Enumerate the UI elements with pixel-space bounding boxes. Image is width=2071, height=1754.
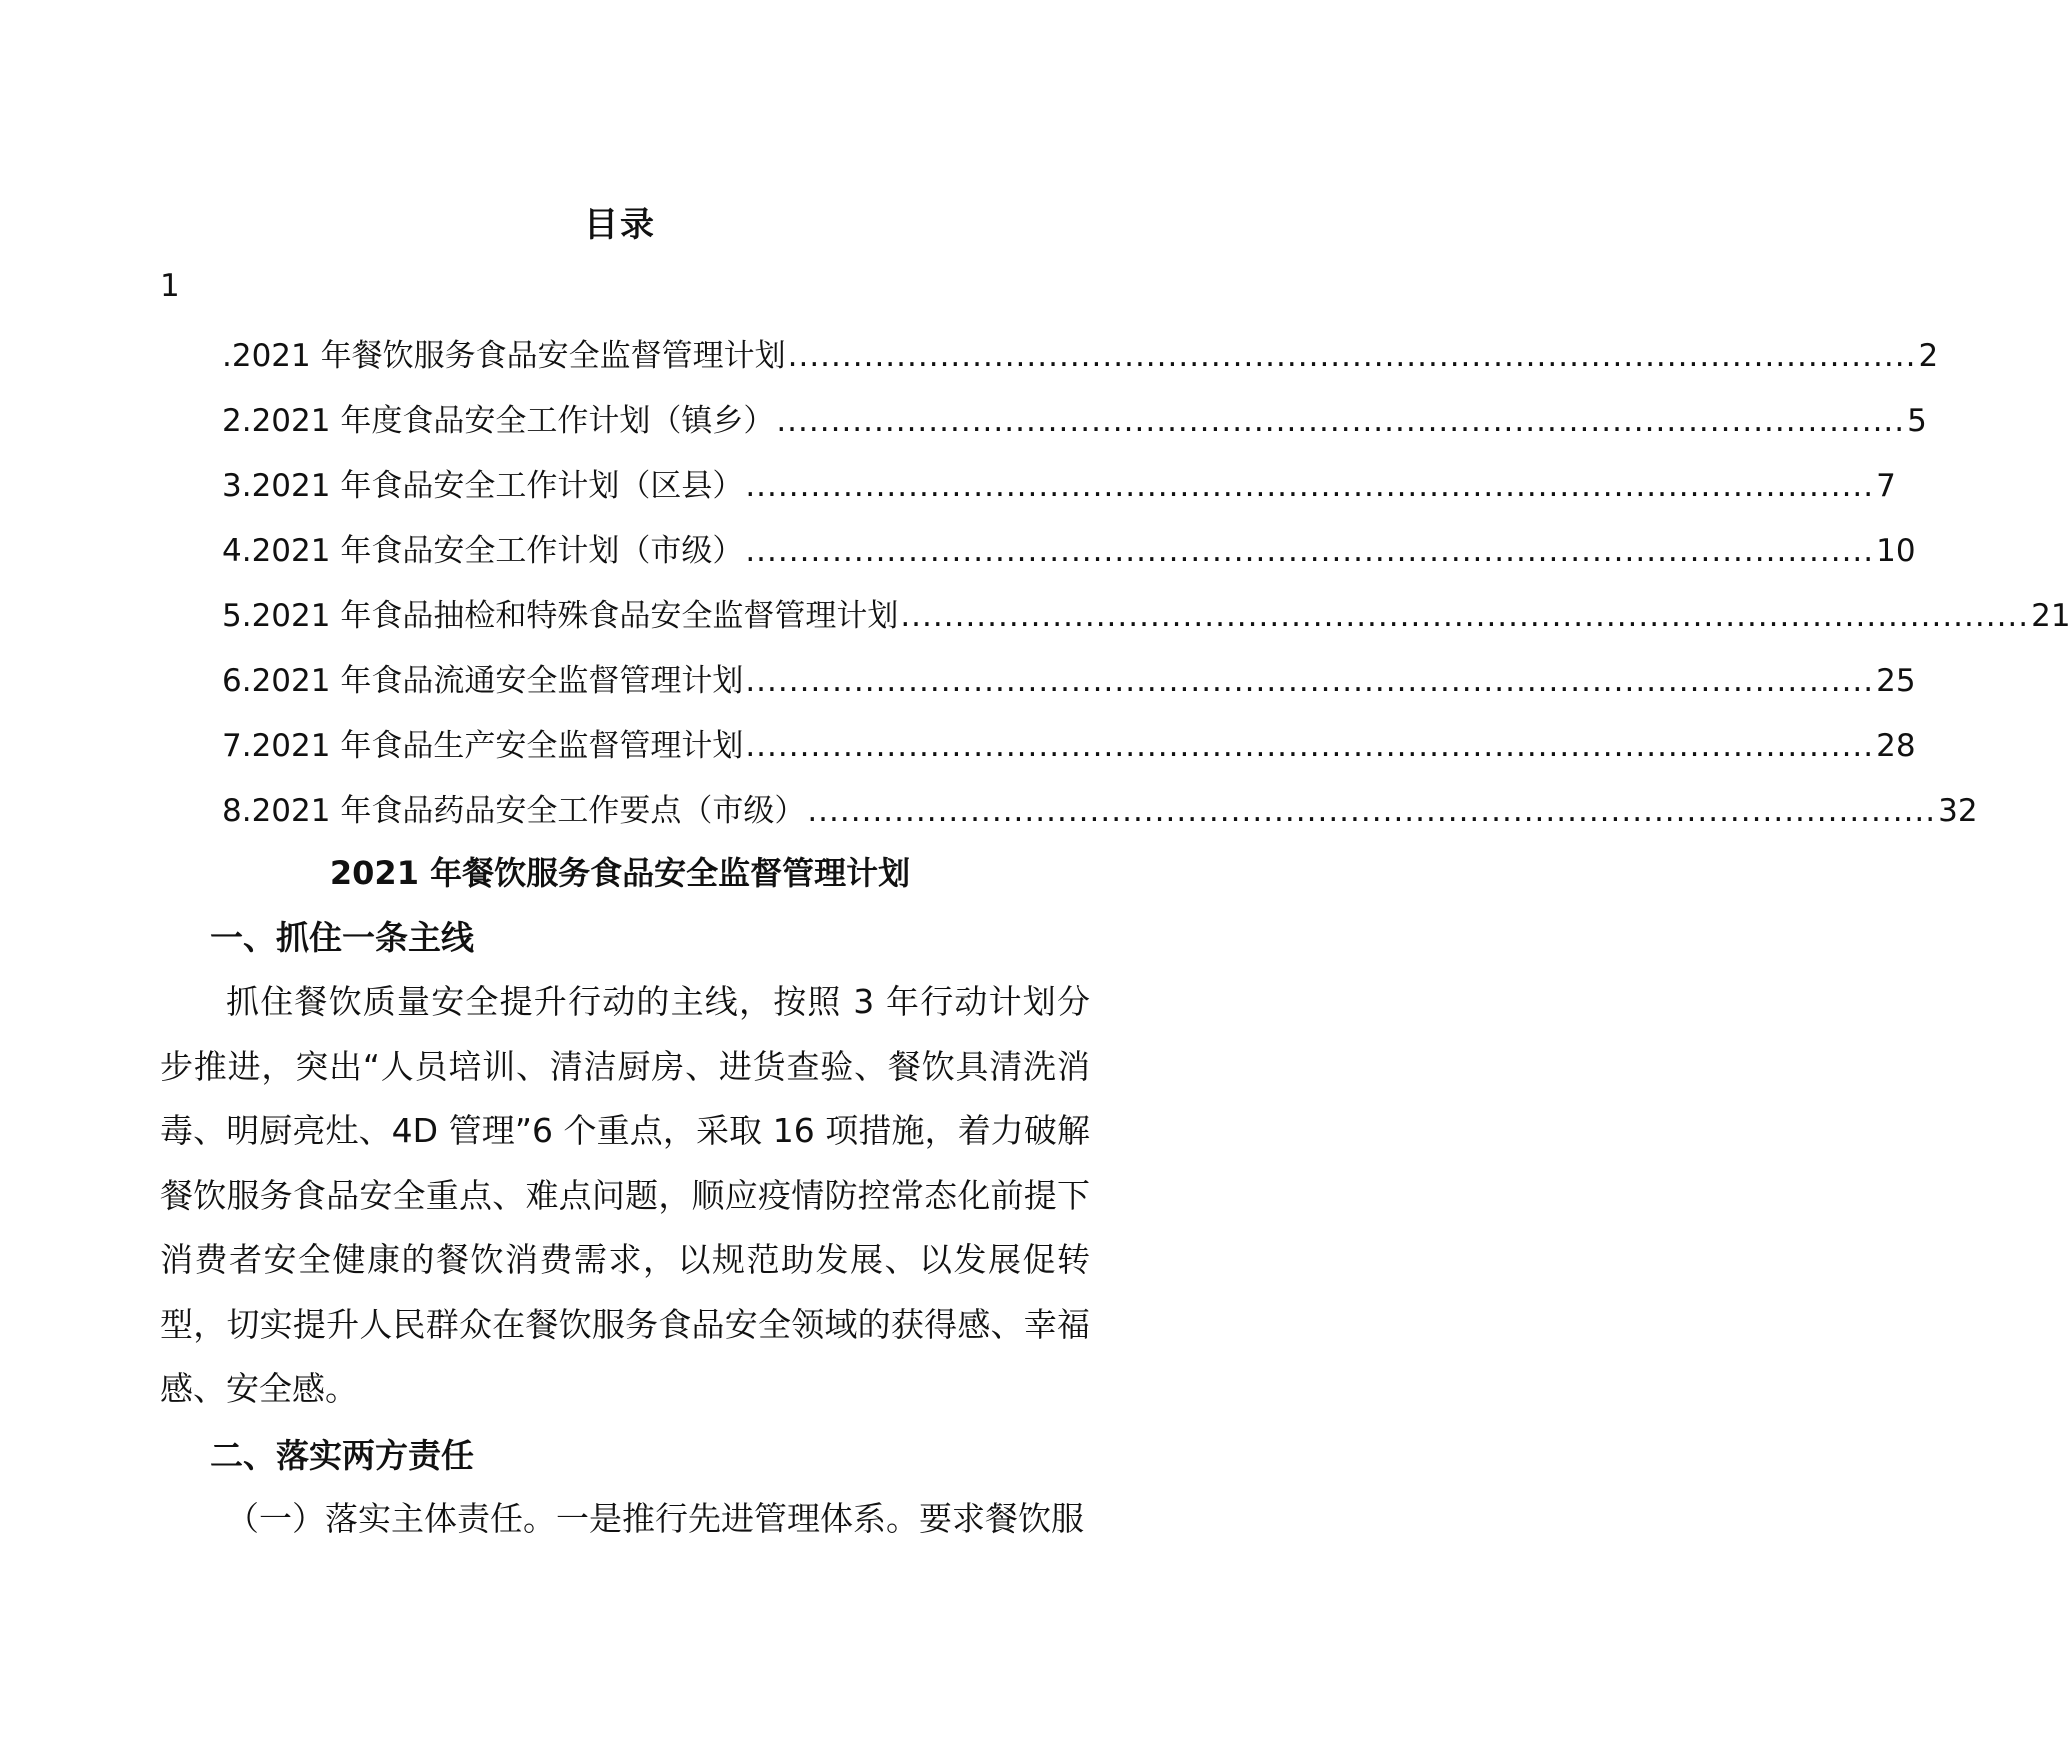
- toc-entry-page: 2: [1918, 338, 1939, 374]
- toc-entry-page: 10: [1876, 533, 1916, 569]
- toc-entry-page: 25: [1876, 663, 1916, 699]
- toc-entry-text: 3.2021 年食品安全工作计划（区县）: [222, 468, 744, 504]
- document-title: 2021 年餐饮服务食品安全监督管理计划: [329, 854, 911, 892]
- toc-entry[interactable]: [222, 785, 1978, 850]
- toc-dot-leader: ........................................................................................................: [745, 663, 1875, 699]
- toc-dot-leader: ........................................................................................................: [745, 728, 1875, 764]
- toc-title: 目录: [584, 205, 656, 245]
- toc-entry-text: 5.2021 年食品抽检和特殊食品安全监督管理计划: [222, 598, 899, 634]
- toc-entry[interactable]: [222, 655, 1916, 720]
- toc-entry-page: 32: [1938, 793, 1978, 829]
- section-1-paragraph: 抓住餐饮质量安全提升行动的主线，按照 3 年行动计划分步推进，突出“人员培训、清洁厨房、进货查验、餐饮具清洗消毒、明厨亮灶、4D 管理”6 个重点，采取 16 项措施，着力破解餐饮服务食品安全重点、难点问题，顺应疫情防控常态化前提下消费者安全健康的餐饮消费需求，以规范助发展、以发展促转型，切实提升人民群众在餐饮服务食品安全领域的获得感、幸福感、安全感。: [160, 982, 1090, 1408]
- toc-entry-text: 2.2021 年度食品安全工作计划（镇乡）: [222, 403, 775, 439]
- section-1-heading: 一、抓住一条主线: [210, 918, 474, 957]
- toc-entry-text: 6.2021 年食品流通安全监督管理计划: [222, 663, 744, 699]
- toc-dot-leader: ........................................................................................................: [900, 598, 2030, 634]
- toc-dot-leader: ........................................................................................................: [776, 403, 1906, 439]
- toc-dot-leader: ........................................................................................................: [787, 338, 1917, 374]
- toc-lead-number: 1: [160, 268, 180, 304]
- toc-entry-text: 4.2021 年食品安全工作计划（市级）: [222, 533, 744, 569]
- toc-list: [222, 330, 2071, 850]
- toc-entry-page: 7: [1876, 468, 1896, 504]
- toc-entry-page: 5: [1907, 403, 1927, 439]
- toc-entry[interactable]: [222, 330, 1939, 395]
- toc-entry[interactable]: [222, 590, 2071, 655]
- section-2-heading: 二、落实两方责任: [210, 1436, 474, 1475]
- toc-dot-leader: ........................................................................................................: [745, 533, 1875, 569]
- toc-entry[interactable]: [222, 460, 1896, 525]
- toc-dot-leader: ........................................................................................................: [745, 468, 1875, 504]
- toc-entry[interactable]: [222, 525, 1916, 590]
- toc-entry-text: 8.2021 年食品药品安全工作要点（市级）: [222, 793, 806, 829]
- toc-entry[interactable]: [222, 395, 1927, 460]
- toc-dot-leader: ........................................................................................................: [807, 793, 1937, 829]
- toc-entry-page: 21: [2031, 598, 2071, 634]
- toc-entry-text: 7.2021 年食品生产安全监督管理计划: [222, 728, 744, 764]
- toc-entry-text: .2021 年餐饮服务食品安全监督管理计划: [222, 338, 786, 374]
- toc-entry[interactable]: [222, 720, 1916, 785]
- section-2-paragraph: （一）落实主体责任。一是推行先进管理体系。要求餐饮服: [226, 1499, 1084, 1538]
- toc-entry-page: 28: [1876, 728, 1916, 764]
